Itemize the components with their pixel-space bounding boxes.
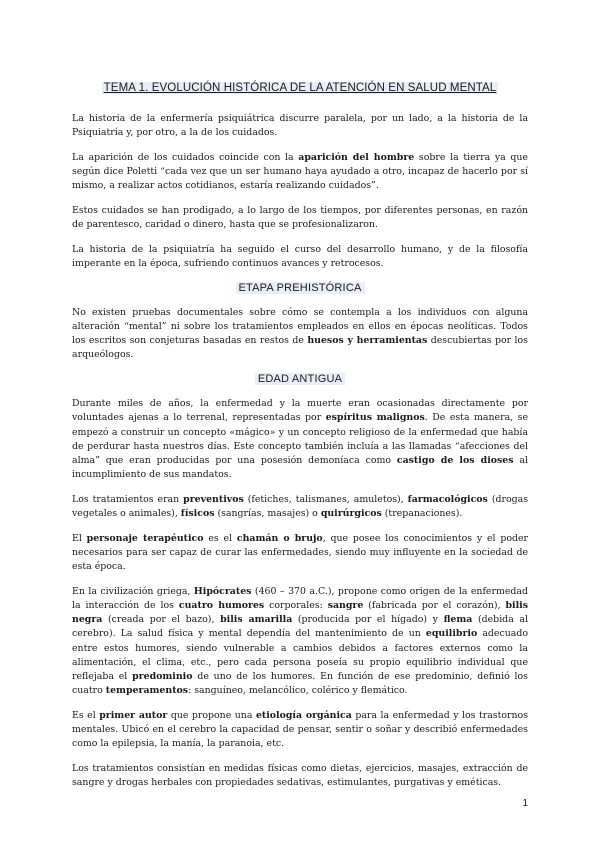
bold-term: personaje terapéutico [86,532,204,544]
bold-term: preventivos [183,493,244,505]
bold-term: sangre [327,600,364,612]
section-heading-prehistoric: ETAPA PREHISTÓRICA [72,282,528,294]
bold-term: Hipócrates [193,585,252,597]
document-title: TEMA 1. EVOLUCIÓN HISTÓRICA DE LA ATENCIÓN EN SALUD MENTAL [103,82,497,94]
bold-term: temperamentos [105,685,189,697]
ancient-paragraph-2: Los tratamientos eran preventivos (fetiches, talismanes, amuletos), farmacológicos (drogas vegetales o animales), físicos (sangrías, masajes) o quirúrgicos (trepanaciones). [72,493,529,520]
bold-term: farmacológicos [407,493,488,505]
bold-term: predominio [132,671,193,683]
bold-term: aparición del hombre [298,151,415,163]
bold-term: etiología orgánica [255,710,352,721]
prehistoric-paragraph-1: No existen pruebas documentales sobre cómo se contempla a los individuos con alguna alteración “mental” ni sobre los tratamientos empleados en ellos en épocas neolíticas. Todos los escritos son conjeturas basadas en restos de huesos y herramientas descubiertas por los arqueólogos. [72,306,528,361]
ancient-paragraph-1: Durante miles de años, la enfermedad y la muerte eran ocasionadas directamente por voluntades ajenas a lo terrenal, representadas por espíritus malignos. De esta manera, se empezó a construir un concepto «mágico» y un concepto religioso de la enfermedad que había de perdurar hasta nuestros días. Este concepto también incluía a las llamadas “afecciones del alma” que eran producidas por una posesión demoníaca como castigo de los dioses al incumplimiento de sus mandatos. [72,398,529,481]
page-number: 1 [522,798,528,809]
intro-paragraph-1: La historia de la enfermería psiquiátrica discurre paralela, por un lado, a la historia de la Psiquiatría y, por otro, a la de los cuidados. [72,113,528,139]
bold-term: cuatro humores [178,600,265,612]
bold-term: físicos [180,508,215,520]
bold-term: huesos y herramientas [307,335,428,347]
bold-term: bilis negra [72,600,528,626]
bold-term: castigo de los dioses [396,454,514,466]
bold-term: espíritus malignos [325,412,425,424]
ancient-paragraph-3: El personaje terapéutico es el chamán o brujo, que posee los conocimientos y el poder necesarios para ser capaz de curar las enfermedades, siendo muy influyente en la sociedad de esta época. [72,532,528,573]
bold-term: primer autor [99,710,168,721]
bold-term: chamán o brujo [236,532,323,544]
section-heading-ancient: EDAD ANTIGUA [72,373,528,385]
bold-term: quirúrgicos [320,508,382,520]
bold-term: flema [443,614,473,626]
intro-paragraph-2: La aparición de los cuidados coincide con la aparición del hombre sobre la tierra ya que según dice Poletti “cada vez que un ser humano haya ayudado a otro, incapaz de hacerlo por sí mismo, a realizar actos cotidianos, estaría realizando cuidados”. [72,151,528,192]
intro-paragraph-3: Estos cuidados se han prodigado, a lo largo de los tiempos, por diferentes personas, en razón de parentesco, caridad o dinero, hasta que se profesionalizaron. [72,205,528,231]
ancient-paragraph-6: Los tratamientos consistían en medidas físicas como dietas, ejercicios, masajes, extracción de sangre y drogas herbales con propiedades sedativas, estimulantes, purgativas y eméticas. [72,763,528,789]
intro-paragraph-4: La historia de la psiquiatría ha seguido el curso del desarrollo humano, y de la filosofía imperante en la época, sufriendo continuos avances y retrocesos. [72,243,528,270]
bold-term: bilis amarilla [220,614,293,626]
ancient-paragraph-4: En la civilización griega, Hipócrates (460 – 370 a.C.), propone como origen de la enfermedad la interacción de los cuatro humores corporales: sangre (fabricada por el corazón), bilis negra (creada por el bazo), bilis amarilla (producida por el hígado) y flema (debida al cerebro). La salud física y mental dependía del mantenimiento de un equilibrio adecuado entre estos humores, siendo vulnerable a cambios debidos a factores externos como la alimentación, el clima, etc., pero cada persona poseía su propio equilibrio individual que reflejaba el predominio de uno de los humores. En función de ese predominio, definió los cuatro temperamentos: sanguíneo, melancólico, colérico y flemático. [72,585,528,697]
bold-term: equilibrio [425,628,478,640]
ancient-paragraph-5: Es el primer autor que propone una etiología orgánica para la enfermedad y los trastornos mentales. Ubicó en el cerebro la capacidad de pensar, sentir o soñar y describió enfermedades como la epilepsia, la manía, la paranoia, etc. [72,710,528,750]
